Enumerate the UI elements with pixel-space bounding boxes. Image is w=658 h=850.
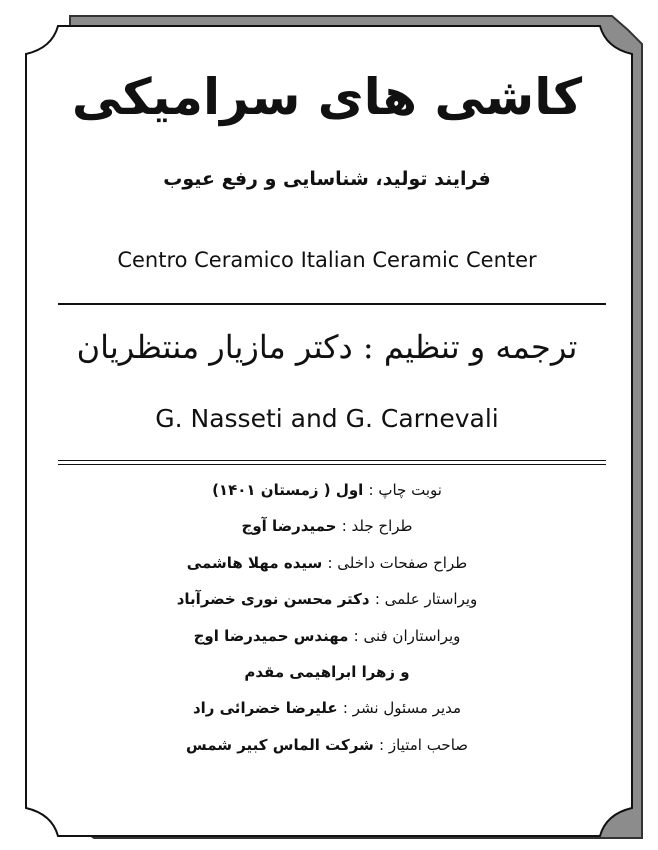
credit-value: سیده مهلا هاشمی	[186, 553, 323, 572]
double-divider-top	[58, 460, 606, 461]
credit-label: ویراستار علمی :	[374, 590, 478, 609]
credit-technical-editors	[36, 618, 618, 654]
title-page	[36, 30, 618, 820]
credit-label: ویراستاران فنی :	[353, 626, 461, 645]
credit-value: علیرضا خضرائی راد	[192, 699, 338, 718]
credit-scientific-editor	[36, 581, 618, 617]
credit-label: مدیر مسئول نشر :	[342, 699, 462, 718]
credit-technical-editors-cont	[36, 654, 618, 690]
credit-value: و زهرا ابراهیمی مقدم	[244, 662, 410, 681]
credit-layout-designer	[36, 545, 618, 581]
credit-label: نوبت چاپ :	[368, 481, 442, 499]
translator-line: ترجمه و تنظیم : دکتر مازیار منتظریان	[76, 328, 578, 366]
credit-value: دکتر محسن نوری خضرآباد	[176, 590, 370, 609]
authors-line: G. Nasseti and G. Carnevali	[155, 404, 499, 433]
credit-license-holder	[36, 727, 618, 763]
credit-label: صاحب امتیاز :	[379, 735, 469, 754]
credit-cover-designer	[36, 508, 618, 544]
credit-label: طراح جلد :	[341, 517, 413, 536]
credit-value: مهندس حمیدرضا اوج	[193, 626, 349, 645]
credit-value: حمیدرضا آوج	[241, 517, 337, 536]
credits-list	[36, 472, 618, 763]
credit-label: طراح صفحات داخلی :	[327, 553, 468, 572]
book-subtitle: فرایند تولید، شناسایی و رفع عیوب	[163, 168, 491, 190]
institution-name: Centro Ceramico Italian Ceramic Center	[117, 248, 537, 272]
divider-line	[58, 303, 606, 305]
credit-value: شرکت الماس کبیر شمس	[185, 735, 374, 754]
credit-publishing-manager	[36, 690, 618, 726]
credit-print-edition	[36, 472, 618, 508]
book-title: کاشی های سرامیکی	[71, 68, 583, 126]
double-divider-bottom	[58, 464, 606, 465]
credit-value: اول ( زمستان ۱۴۰۱)	[212, 481, 364, 499]
